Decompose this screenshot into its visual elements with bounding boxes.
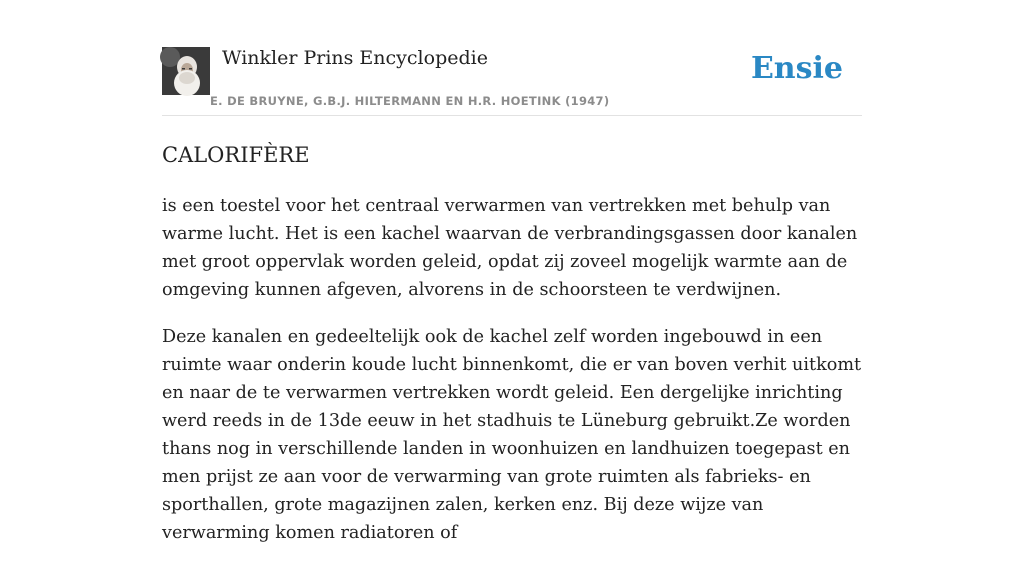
entry-title: CALORIFÈRE xyxy=(162,143,310,167)
page-header xyxy=(162,0,862,116)
entry-paragraph: is een toestel voor het centraal verwarmen van vertrekken met behulp van warme lucht. Het is een kachel waarvan de verbrandingsgassen door kanalen met groot oppervlak worden geleid, opdat zij zoveel mogelijk warmte aan de omgeving kunnen afgeven, alvorens in de schoorsteen te verdwijnen. xyxy=(162,196,858,300)
authors-line: E. DE BRUYNE, G.B.J. HILTERMANN EN H.R. HOETINK (1947) xyxy=(210,94,610,108)
brand-logo[interactable]: Ensie xyxy=(750,51,843,86)
site-title[interactable]: Winkler Prins Encyclopedie xyxy=(222,47,488,69)
page xyxy=(162,0,862,543)
avatar xyxy=(162,47,210,95)
entry-paragraph: Deze kanalen en gedeeltelijk ook de kachel zelf worden ingebouwd in een ruimte waar onderin koude lucht binnenkomt, die er van boven verhit uitkomt en naar de te verwarmen vertrekken wordt geleid. Een dergelijke inrichting werd reeds in de 13de eeuw in het stadhuis te Lüneburg gebruikt.Ze worden thans nog in verschillende landen in woonhuizen en landhuizen toegepast en men prijst ze aan voor de verwarming van grote ruimten als fabrieks- en sporthallen, grote magazijnen zalen, kerken enz. Bij deze wijze van verwarming komen radiatoren of xyxy=(162,327,862,543)
entry-body xyxy=(162,192,862,566)
portrait-icon xyxy=(162,47,210,95)
